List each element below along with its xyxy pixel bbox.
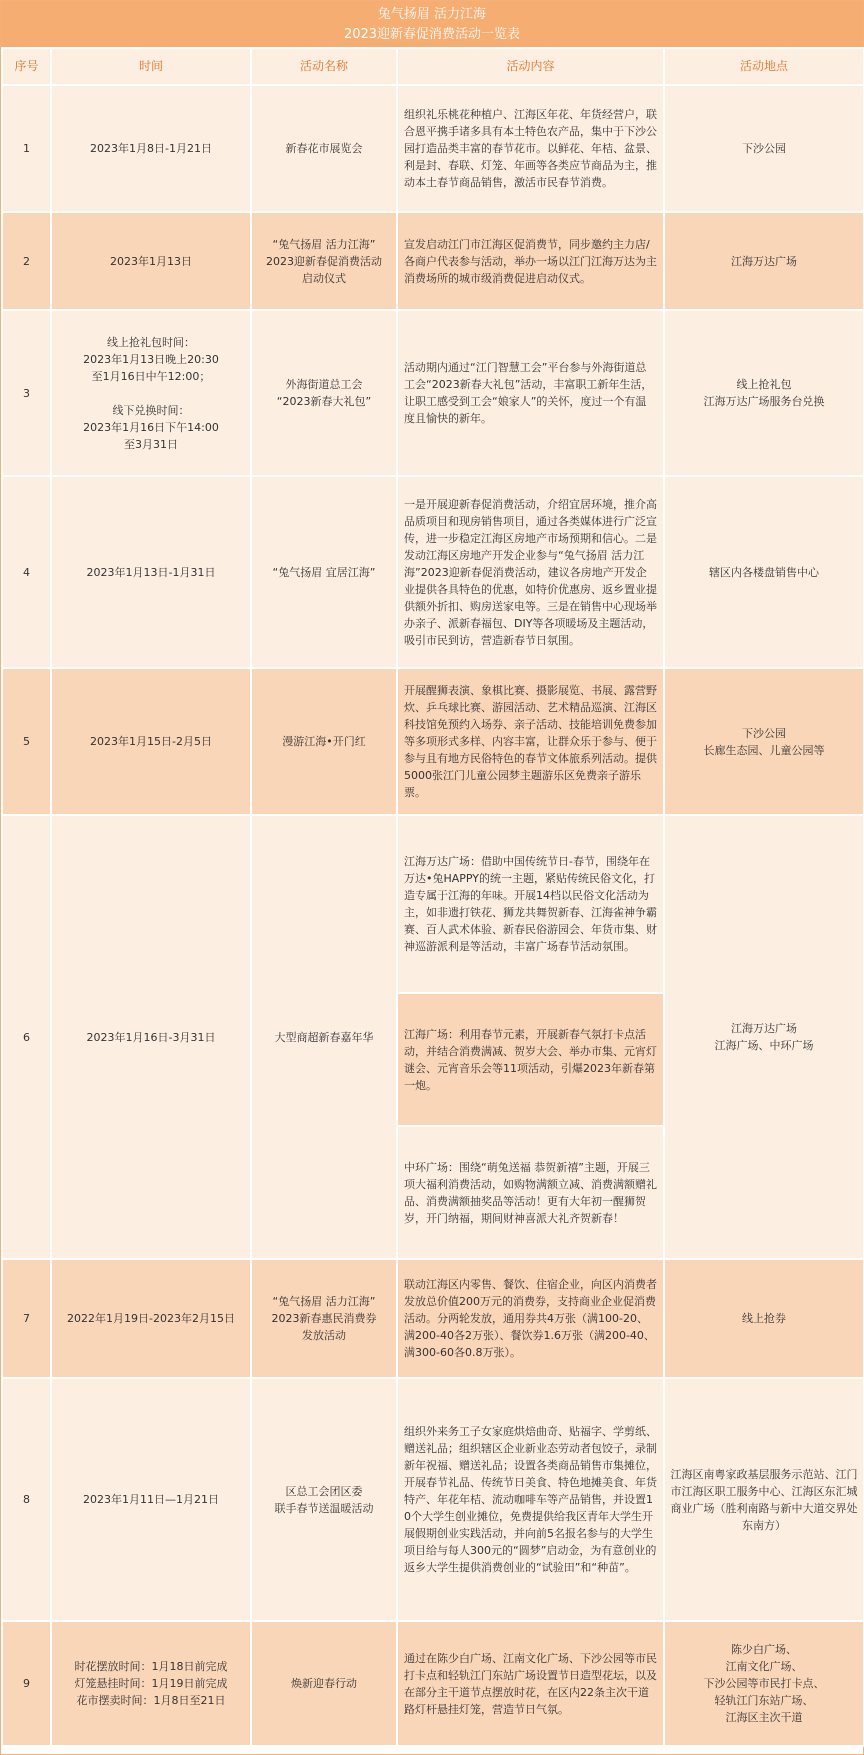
- cell-content: 开展醒狮表演、象棋比赛、摄影展览、书展、露营野炊、乒乓球比赛、游园活动、艺术精品巡演、江海区科技馆免预约入场券、亲子活动、技能培训免费参加等多项形式多样、内容丰富，让群众乐于参与、便于参与且有地方民俗特色的春节文体旅系列活动。提供5000张江门儿童公园梦主题游乐区免费亲子游乐票。: [397, 668, 664, 815]
- cell-no: 6: [2, 815, 51, 1259]
- cell-name: 区总工会团区委 联手春节送温暖活动: [251, 1378, 397, 1621]
- cell-time: 2023年1月16日-3月31日: [51, 815, 251, 1259]
- header-no: 序号: [2, 48, 51, 85]
- cell-time: 2023年1月15日-2月5日: [51, 668, 251, 815]
- cell-place: 江海万达广场 江海广场、中环广场: [664, 815, 864, 1259]
- table-row: [2, 476, 864, 668]
- cell-content: 联动江海区内零售、餐饮、住宿企业，向区内消费者发放总价值200万元的消费券，支持商业企业促消费活动。分两轮发放，通用券共4万张（满100-20、满200-40各2万张）、餐饮券1.6万张（满200-40、满300-60各0.8万张）。: [397, 1259, 664, 1378]
- cell-time: 2023年1月13日: [51, 212, 251, 310]
- cell-name: 焕新迎春行动: [251, 1621, 397, 1746]
- activity-table: [1, 47, 864, 1747]
- cell-content: 宣发启动江门市江海区促消费节，同步邀约主力店/各商户代表参与活动，举办一场以江门江海万达为主消费场所的城市级消费促进启动仪式。: [397, 212, 664, 310]
- cell-name: 新春花市展览会: [251, 85, 397, 212]
- cell-no: 9: [2, 1621, 51, 1746]
- cell-content: 组织外来务工子女家庭烘焙曲奇、贴福字、学剪纸、赠送礼品；组织辖区企业新业态劳动者包饺子，录制新年祝福、赠送礼品；设置各类商品销售市集摊位，开展春节礼品、传统节日美食、特色地摊美食、年货特产、年花年桔、流动咖啡车等产品销售，并设置10个大学生创业摊位，免费提供给我区青年大学生开展假期创业实践活动，并向前5名报名参与的大学生项目给与每人300元的“圆梦”启动金，为有意创业的返乡大学生提供消费创业的“试验田”和“种苗”。: [397, 1378, 664, 1621]
- cell-no: 4: [2, 476, 51, 668]
- cell-time: 2022年1月19日-2023年2月15日: [51, 1259, 251, 1378]
- cell-content-wanda: 江海万达广场：借助中国传统节日-春节，围绕年在万达•兔HAPPY的统一主题，紧贴传统民俗文化，打造专属于江海的年味。开展14档以民俗文化活动为主，如非遗打铁花、狮龙共舞贺新春、江海雀神争霸赛、百人武术体验、新春民俗游园会、年货市集、财神巡游派利是等活动，丰富广场春节活动氛围。: [397, 815, 664, 993]
- header-place: 活动地点: [664, 48, 864, 85]
- cell-name: “兔气扬眉 宜居江海”: [251, 476, 397, 668]
- title-line-1: 兔气扬眉 活力江海: [377, 7, 487, 22]
- cell-content: 通过在陈少白广场、江南文化广场、下沙公园等市民打卡点和轻轨江门东站广场设置节日造型花坛，以及在部分主干道节点摆放时花，在区内22条主次干道路灯杆悬挂灯笼，营造节日气氛。: [397, 1621, 664, 1746]
- header-time: 时间: [51, 48, 251, 85]
- table-row: [2, 1378, 864, 1621]
- cell-content: 活动期内通过“江门智慧工会”平台参与外海街道总工会“2023新春大礼包”活动，丰富职工新年生活，让职工感受到工会“娘家人”的关怀，度过一个有温度且愉快的新年。: [397, 310, 664, 476]
- cell-content-jianghai: 江海广场：利用春节元素，开展新春气氛打卡点活动，并结合消费满减、贺岁大会、举办市集、元宵灯谜会、元宵音乐会等11项活动，引爆2023年新春第一炮。: [397, 993, 664, 1126]
- cell-no: 1: [2, 85, 51, 212]
- cell-content-zhonghuan: 中环广场：围绕“萌兔送福 恭贺新禧”主题，开展三项大福利消费活动，如购物满额立减、消费满额赠礼品、消费满额抽奖品等活动！更有大年初一醒狮贺岁，开门纳福，期间财神喜派大礼齐贺新春！: [397, 1126, 664, 1259]
- cell-place: 辖区内各楼盘销售中心: [664, 476, 864, 668]
- cell-place: 陈少白广场、 江南文化广场、 下沙公园等市民打卡点、 轻轨江门东站广场、 江海区主次干道: [664, 1621, 864, 1746]
- cell-no: 7: [2, 1259, 51, 1378]
- cell-no: 8: [2, 1378, 51, 1621]
- table-row: [2, 212, 864, 310]
- cell-time: 2023年1月11日—1月21日: [51, 1378, 251, 1621]
- cell-no: 3: [2, 310, 51, 476]
- table-row: [2, 310, 864, 476]
- cell-place: 线上抢礼包 江海万达广场服务台兑换: [664, 310, 864, 476]
- cell-time: 线上抢礼包时间： 2023年1月13日晚上20:30 至1月16日中午12:00； 线下兑换时间： 2023年1月16日下午14:00 至3月31日: [51, 310, 251, 476]
- table-row: [2, 815, 864, 993]
- cell-place: 下沙公园: [664, 85, 864, 212]
- cell-place: 下沙公园 长廊生态园、儿童公园等: [664, 668, 864, 815]
- cell-name: 大型商超新春嘉年华: [251, 815, 397, 1259]
- cell-place: 江海区南粤家政基层服务示范站、江门市江海区职工服务中心、江海区东汇城商业广场（胜利南路与新中大道交界处东南方）: [664, 1378, 864, 1621]
- table-row: [2, 85, 864, 212]
- cell-content: 组织礼乐桃花种植户、江海区年花、年货经营户，联合恩平携手诸多具有本土特色农产品，集中于下沙公园打造品类丰富的春节花市。以鲜花、年桔、盆景、利是封、春联、灯笼、年画等各类应节商品为主，推动本土春节商品销售，激活市民春节消费。: [397, 85, 664, 212]
- cell-time: 时花摆放时间：1月18日前完成 灯笼悬挂时间：1月19日前完成 花市摆卖时间：1月8日至21日: [51, 1621, 251, 1746]
- table-row: [2, 668, 864, 815]
- cell-name: 外海街道总工会 “2023新春大礼包”: [251, 310, 397, 476]
- cell-name: “兔气扬眉 活力江海” 2023迎新春促消费活动 启动仪式: [251, 212, 397, 310]
- cell-place: 线上抢券: [664, 1259, 864, 1378]
- cell-no: 5: [2, 668, 51, 815]
- cell-no: 2: [2, 212, 51, 310]
- cell-time: 2023年1月8日-1月21日: [51, 85, 251, 212]
- cell-time: 2023年1月13日-1月31日: [51, 476, 251, 668]
- header-name: 活动名称: [251, 48, 397, 85]
- title-line-2: 2023迎新春促消费活动一览表: [343, 27, 521, 42]
- header-row: [2, 48, 864, 85]
- header-content: 活动内容: [397, 48, 664, 85]
- table-title: [1, 1, 863, 47]
- cell-content: 一是开展迎新春促消费活动，介绍宜居环境，推介高品质项目和现房销售项目，通过各类媒体进行广泛宣传，进一步稳定江海区房地产市场预期和信心。二是发动江海区房地产开发企业参与“兔气扬眉 活力江海”2023迎新春促消费活动，建议各房地产开发企业提供各具特色的优惠，如特价优惠房、返乡置业提供额外折扣、购房送家电等。三是在销售中心现场举办亲子、派新春福包、DIY等各项暖场及主题活动，吸引市民到访，营造新春节日氛围。: [397, 476, 664, 668]
- cell-name: “兔气扬眉 活力江海” 2023新春惠民消费券 发放活动: [251, 1259, 397, 1378]
- table-row: [2, 1621, 864, 1746]
- table-row: [2, 1259, 864, 1378]
- cell-place: 江海万达广场: [664, 212, 864, 310]
- cell-name: 漫游江海•开门红: [251, 668, 397, 815]
